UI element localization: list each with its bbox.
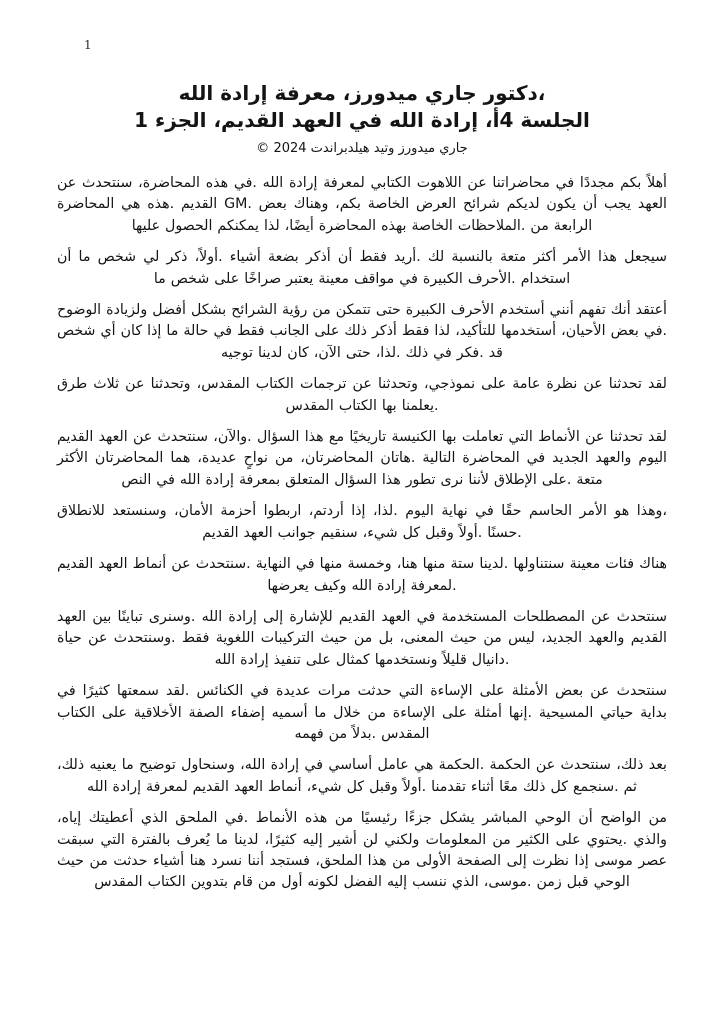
copyright-line: جاري ميدورز وتيد هيلدبراندت 2024 ©: [256, 141, 468, 156]
paragraph: هناك فئات معينة سنتناولها .لدينا ستة منها هنا، وخمسة منها في النهاية .سنتحدث عن أنماط العهد القديم .لمعرفة إرادة الله وكيف يعرضها: [57, 556, 667, 594]
document-title-line-1: ،دكتور جاري ميدورز، معرفة إرادة الله: [178, 81, 546, 105]
paragraph: سنتحدث عن المصطلحات المستخدمة في العهد القديم للإشارة إلى إرادة الله .وسنرى تباينًا بين العهد القديم والعهد الجديد، ليس من حيث المعنى، بل من حيث التركيبات اللغوية فقط .وسنتحدث عن حياة .دانيال قليلاً ونستخدمها كمثال على تنفيذ إرادة الله: [57, 608, 667, 668]
paragraph: سيجعل هذا الأمر أكثر متعة بالنسبة لك .أريد فقط أن أذكر بضعة أشياء .أولاً، ذكر لي شخص ما أن استخدام .الأحرف الكبيرة في مواقف معينة يعتبر صراخًا على شخص ما: [57, 249, 667, 287]
paragraph: أهلاً بكم مجددًا في محاضراتنا عن اللاهوت الكتابي لمعرفة إرادة الله .في هذه المحاضرة، سنتحدث عن العهد يجب أن يكون لديكم شرائح العرض الخاصة بكم، وهناك بعض .GM القديم .هذه هي المحاضرة الرابعة من .الملاحظات الخاصة بهذه المحاضرة أيضًا، لذا يمكنكم الحصول عليها: [57, 175, 667, 234]
document-body: [57, 173, 667, 894]
document-header: [0, 0, 724, 159]
paragraph: ،وهذا هو الأمر الحاسم حقًا في نهاية اليوم .لذا، إذا أردتم، اربطوا أحزمة الأمان، وسنستعد للانطلاق .حسنًا .أولاً وقبل كل شيء، سنقيم جوانب العهد القديم: [57, 503, 667, 541]
page-number: 1: [84, 38, 92, 52]
paragraph: لقد تحدثنا عن نظرة عامة على نموذجي، وتحدثنا عن ترجمات الكتاب المقدس، وتحدثنا عن ثلاث طرق .يعلمنا بها الكتاب المقدس: [57, 376, 667, 414]
document-title-line-2: الجلسة 4أ، إرادة الله في العهد القديم، الجزء 1: [134, 108, 590, 132]
paragraph: أعتقد أنك تفهم أنني أستخدم الأحرف الكبيرة حتى تتمكن من رؤية الشرائح بشكل أفضل ولزيادة الوضوح .في بعض الأحيان، أستخدمها للتأكيد، لذا فقط أذكر ذلك على الجانب فقط في حالة ما إذا كان أي شخص قد .فكر في ذلك .لذا، حتى الآن، كان لدينا توجيه: [57, 302, 667, 361]
paragraph: من الواضح أن الوحي المباشر يشكل جزءًا رئيسيًا من هذه الأنماط .في الملحق الذي أعطيتك إياه، والذي .يحتوي على الكثير من المعلومات ولكني لن أشير إليه كثيرًا، لدينا ما يُعرف بالفترة التي سبقت عصر موسى إذا نظرت إلى الصفحة الأولى من هذا الملحق، فستجد أننا نسرد هنا أشياء حدثت من حيث الوحي قبل زمن .موسى، الذي ننسب إليه الفضل لكونه أول من قام بتدوين الكتاب المقدس: [57, 810, 667, 891]
paragraph: بعد ذلك، سنتحدث عن الحكمة .الحكمة هي عامل أساسي في إرادة الله، وسنحاول توضيح ما يعنيه ذلك، ثم .سنجمع كل ذلك معًا أثناء تقدمنا .أولاً وقبل كل شيء، أنماط العهد القديم لمعرفة إرادة الله: [57, 757, 667, 795]
paragraph: سنتحدث عن بعض الأمثلة على الإساءة التي حدثت مرات عديدة في الكنائس .لقد سمعتها كثيرًا في بداية حياتي المسيحية .إنها أمثلة على الإساءة من خلال ما أسميه إضفاء الصفة الأخلاقية على الكتاب المقدس .بدلاً من فهمه: [57, 683, 667, 742]
paragraph: لقد تحدثنا عن الأنماط التي تعاملت بها الكنيسة تاريخيًا مع هذا السؤال .والآن، سنتحدث عن العهد القديم اليوم والعهد الجديد في المحاضرة التالية .هاتان المحاضرتان، من نواحٍ عديدة، هما المحاضرتان الأكثر متعة .على الإطلاق لأننا نرى تطور هذا السؤال المتعلق بمعرفة إرادة الله في النص: [57, 429, 667, 488]
